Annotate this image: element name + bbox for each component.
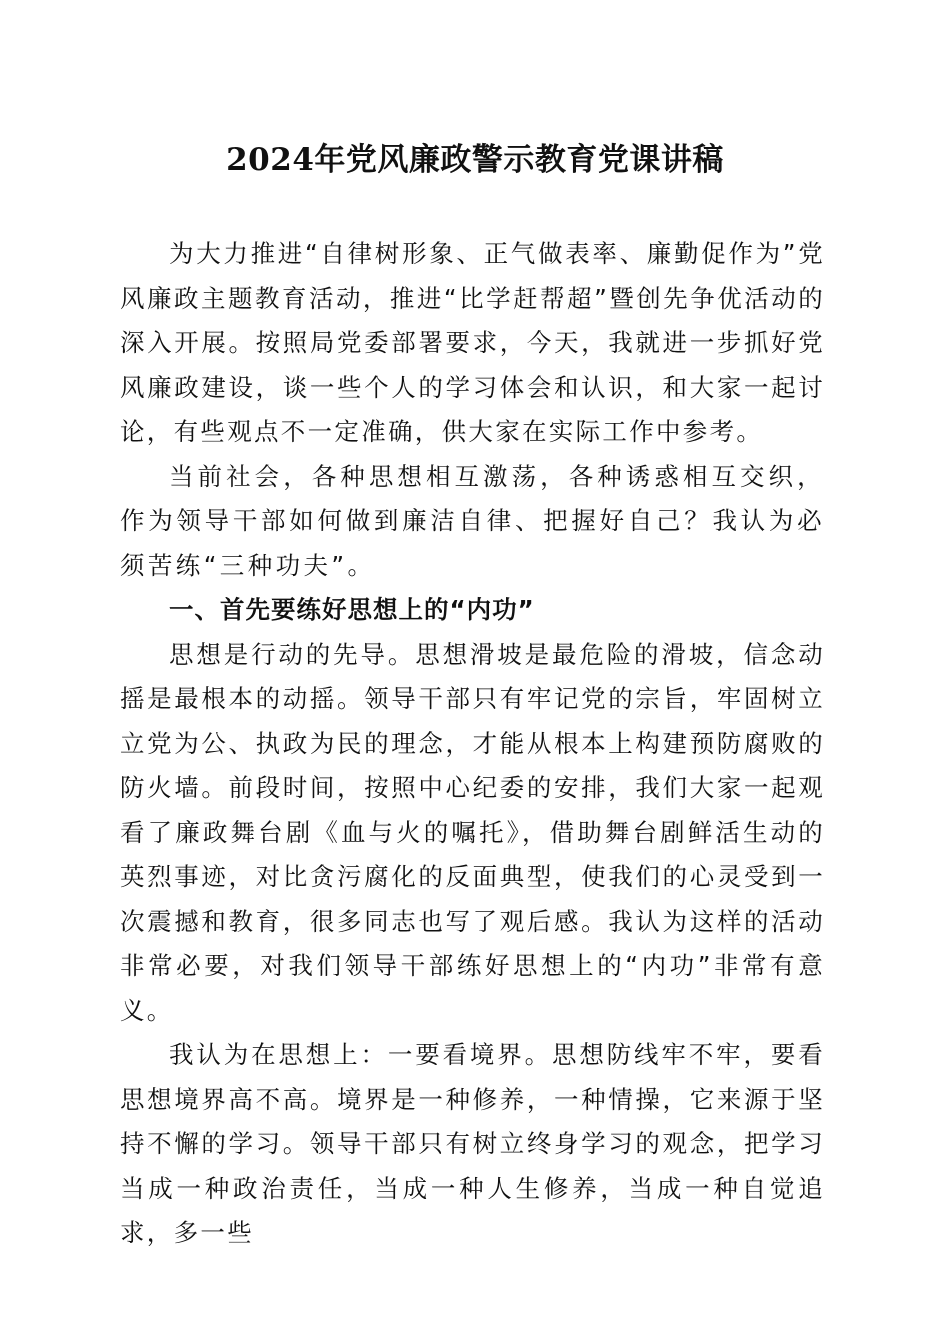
section-1-paragraph-2: 我认为在思想上：一要看境界。思想防线牢不牢，要看思想境界高不高。境界是一种修养，一种情操，它来源于坚持不懈的学习。领导干部只有树立终身学习的观念，把学习当成一种政治责任，当成一种人生修养，当成一种自觉追求，多一些 <box>120 1040 825 1247</box>
intro-paragraph: 为大力推进“自律树形象、正气做表率、廉勤促作为”党风廉政主题教育活动，推进“比学赶帮超”暨创先争优活动的深入开展。按照局党委部署要求，今天，我就进一步抓好党风廉政建设，谈一些个人的学习体会和认识，和大家一起讨论，有些观点不一定准确，供大家在实际工作中参考。 <box>120 239 825 446</box>
context-paragraph: 当前社会，各种思想相互激荡，各种诱惑相互交织，作为领导干部如何做到廉洁自律、把握好自己？我认为必须苦练“三种功夫”。 <box>120 461 825 580</box>
section-1-paragraph-1: 思想是行动的先导。思想滑坡是最危险的滑坡，信念动摇是最根本的动摇。领导干部只有牢记党的宗旨，牢固树立立党为公、执政为民的理念，才能从根本上构建预防腐败的防火墙。前段时间，按照中心纪委的安排，我们大家一起观看了廉政舞台剧《血与火的嘱托》，借助舞台剧鲜活生动的英烈事迹，对比贪污腐化的反面典型，使我们的心灵受到一次震撼和教育，很多同志也写了观后感。我认为这样的活动非常必要，对我们领导干部练好思想上的“内功”非常有意义。 <box>120 639 825 1025</box>
section-heading-1: 一、首先要练好思想上的“内功” <box>169 595 535 624</box>
document-body <box>120 232 825 1256</box>
document-title: 2024年党风廉政警示教育党课讲稿 <box>226 142 724 178</box>
